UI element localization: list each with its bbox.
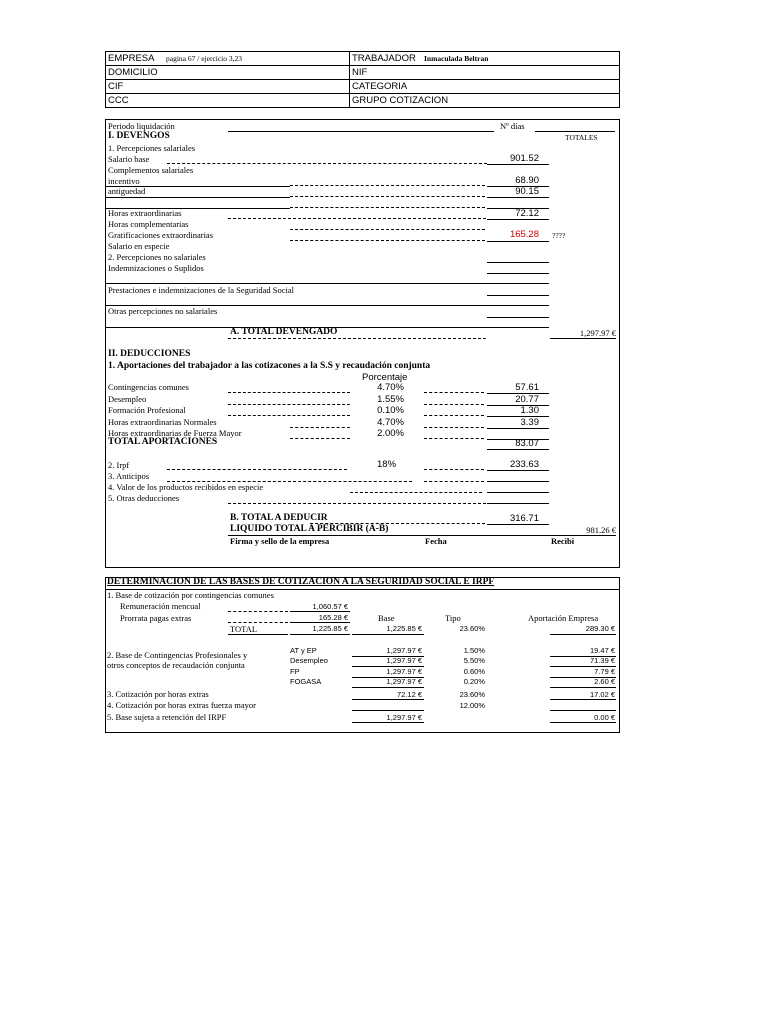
bases-title: DETERMINACION DE LAS BASES DE COTIZACION A LA SEGURIDAD SOCIAL E IRPF — [107, 577, 495, 587]
irpf-pct: 18% — [377, 459, 397, 470]
periodo-label: Periodo liquidación — [108, 121, 175, 131]
prorrata-value: 165.28 € — [318, 613, 348, 622]
dias-label: Nº días — [500, 121, 525, 131]
deduccion-pct: 4.70% — [377, 382, 404, 393]
total-deducir-label: B. TOTAL A DEDUCIR — [230, 513, 328, 523]
deduccion-value: 20.77 — [515, 393, 539, 405]
deduccion-label: Horas extraordinarias Normales — [108, 416, 217, 427]
porcentaje-label: Porcentaje — [362, 372, 408, 383]
cp-aport: 19.47 € — [589, 646, 615, 655]
antiguedad-value: 90.15 — [515, 186, 539, 197]
fecha-label: Fecha — [425, 536, 447, 546]
cp-label: FP — [290, 666, 300, 676]
trabajador-value: Inmaculada Beltran — [424, 54, 489, 63]
anticipos-label: 3. Anticipos — [108, 471, 150, 481]
base-cp-label-2: otros conceptos de recaudación conjunta — [107, 660, 245, 670]
horas-fm-tipo: 12.00% — [459, 701, 485, 710]
deduccion-pct: 1.55% — [377, 393, 404, 405]
otras-percepciones-label: Otras percepciones no salariales — [108, 306, 218, 316]
deduccion-label: Horas extraordinarias de Fuerza Mayor — [108, 428, 242, 439]
gratificaciones-value: 165.28 — [509, 229, 539, 240]
tipo-header: Tipo — [445, 613, 461, 623]
cp-label: AT y EP — [290, 646, 317, 655]
base-cc-label: 1. Base de cotización por contingencias comunes — [107, 590, 274, 600]
empresa-label: EMPRESA — [108, 53, 155, 64]
antiguedad-label: antiguedad — [108, 186, 146, 196]
devengos-title: I. DEVENGOS — [108, 131, 170, 141]
percepciones-salariales: 1. Percepciones salariales — [108, 143, 196, 153]
complementos-label: Complementos salariales — [108, 165, 194, 175]
total-label: TOTAL — [230, 624, 258, 634]
trabajador-label: TRABAJADOR — [352, 53, 416, 64]
total-devengado-value: 1,297.97 € — [579, 328, 616, 338]
irpf-value: 233.63 — [509, 459, 539, 470]
cp-aport: 7.79 € — [594, 666, 615, 676]
base-header: Base — [378, 613, 395, 623]
deduccion-label: Desempleo — [108, 393, 147, 404]
otras-deducciones-label: 5. Otras deducciones — [108, 493, 180, 503]
cc-base: 1,225.85 € — [386, 624, 422, 633]
irpf-aport: 0.00 € — [594, 713, 615, 722]
empresa-value: pagina 67 / ejercicio 3,23 — [166, 54, 243, 63]
cp-tipo: 0.20% — [463, 676, 485, 686]
categoria-label: CATEGORIA — [352, 81, 408, 92]
deduccion-label: Contingencias comunes — [108, 382, 189, 392]
cp-base: 1,297.97 € — [386, 666, 422, 676]
total-value: 1,225.85 € — [312, 624, 348, 633]
horas-compl-label: Horas complementarias — [108, 219, 189, 229]
total-devengado-label: A. TOTAL DEVENGADO — [230, 327, 338, 337]
recibi-label: Recibi — [551, 536, 575, 546]
incentivo-value: 68.90 — [515, 175, 539, 186]
cp-aport: 2.60 € — [594, 676, 615, 686]
deduccion-value: 57.61 — [515, 382, 539, 393]
incentivo-label: incentivo — [108, 176, 140, 186]
ccc-label: CCC — [108, 95, 129, 106]
cp-base: 1,297.97 € — [386, 646, 422, 655]
deduccion-pct: 2.00% — [377, 428, 404, 440]
horas-extra-aport: 17.02 € — [589, 690, 615, 699]
grupo-label: GRUPO COTIZACION — [352, 95, 449, 106]
cp-base: 1,297.97 € — [386, 676, 422, 686]
horas-fm-label: 4. Cotización por horas extras fuerza mayor — [107, 700, 256, 710]
liquido-value: 981.26 € — [586, 525, 616, 535]
total-aportaciones-value: 83.07 — [515, 438, 539, 449]
remuneracion-value: 1,060.57 € — [312, 602, 348, 611]
nif-label: NIF — [352, 67, 368, 78]
horas-extra-cot-label: 3. Cotización por horas extras — [107, 689, 209, 699]
prestaciones-label: Prestaciones e indemnizaciones de la Seguridad Social — [108, 285, 294, 295]
totales-label: TOTALES — [565, 133, 598, 142]
salario-especie-label: Salario en especie — [108, 241, 170, 251]
cp-aport: 71.39 € — [589, 656, 615, 666]
cp-label: FOGASA — [290, 676, 322, 686]
domicilio-label: DOMICILIO — [108, 67, 158, 78]
cif-label: CIF — [108, 81, 124, 92]
cp-tipo: 0.60% — [463, 666, 485, 676]
horas-extra-base: 72.12 € — [396, 690, 422, 699]
aportaciones-title: 1. Aportaciones del trabajador a las cotizacones a la S.S y recaudación conjunta — [108, 361, 431, 371]
deduccion-pct: 4.70% — [377, 416, 404, 428]
salario-base-label: Salario base — [108, 154, 150, 164]
cc-aport: 289.30 € — [585, 624, 615, 633]
horas-extra-value: 72.12 — [515, 208, 539, 219]
prorrata-label: Prorrata pagas extras — [120, 613, 192, 623]
total-deducir-value: 316.71 — [509, 513, 539, 524]
irpf-base-label: 5. Base sujeta a retención del IRPF — [107, 712, 227, 722]
deduccion-pct: 0.10% — [377, 405, 404, 417]
gratificaciones-note: ???? — [552, 231, 566, 240]
salario-base-value: 901.52 — [509, 153, 539, 164]
irpf-label: 2. Irpf — [108, 460, 130, 470]
cc-tipo: 23.60% — [459, 624, 485, 633]
gratificaciones-label: Gratificaciones extraordinarias — [108, 230, 214, 240]
valor-productos-label: 4. Valor de los productos recibidos en especie — [108, 482, 264, 492]
firma-label: Firma y sello de la empresa — [230, 536, 330, 546]
cp-base: 1,297.97 € — [386, 656, 422, 666]
irpf-base-value: 1,297.97 € — [386, 713, 422, 722]
indemnizaciones-label: Indemnizaciones o Suplidos — [108, 263, 204, 273]
liquido-label: LIQUIDO TOTAL A PERCIBIR (A-B) — [230, 524, 389, 534]
cp-tipo: 1.50% — [463, 646, 485, 655]
base-cp-label-1: 2. Base de Contingencias Profesionales y — [107, 650, 248, 660]
deducciones-title: II. DEDUCCIONES — [108, 349, 191, 359]
cp-label: Desempleo — [290, 656, 328, 666]
horas-extra-label: Horas extraordinarias — [108, 208, 182, 218]
aportacion-header: Aportación Empresa — [528, 613, 599, 623]
deduccion-value: 3.39 — [520, 416, 539, 428]
percepciones-no-salariales: 2. Percepciones no salariales — [108, 252, 206, 262]
total-aportaciones-label: TOTAL APORTACIONES — [108, 437, 218, 447]
cp-tipo: 5.50% — [463, 656, 485, 666]
remuneracion-label: Remuneración mencual — [120, 601, 201, 611]
deduccion-value: 1.30 — [520, 405, 539, 417]
horas-extra-tipo: 23.60% — [459, 690, 485, 699]
deduccion-label: Formación Profesional — [108, 405, 186, 416]
